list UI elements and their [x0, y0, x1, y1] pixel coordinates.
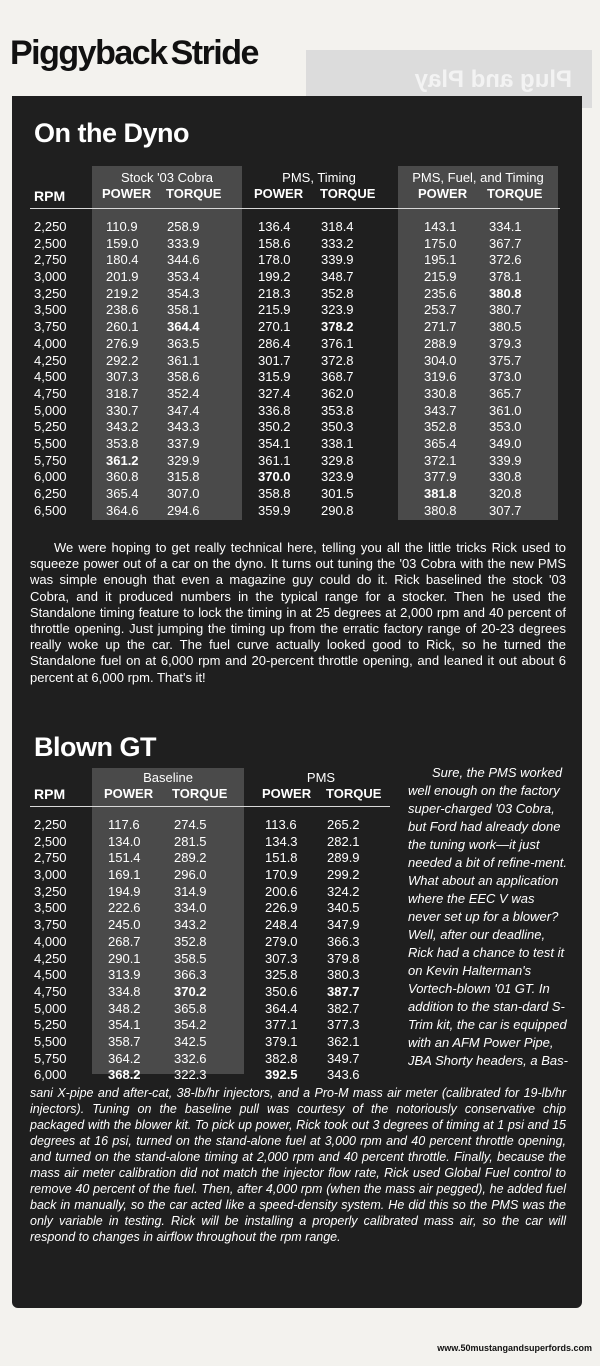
dyno-value-cell: 260.1 [106, 319, 139, 335]
blown-rpm-cell: 5,500 [34, 1033, 67, 1049]
dyno-value-cell: 349.0 [489, 435, 522, 451]
blown-rpm-cell: 4,000 [34, 933, 67, 949]
dyno-value-cell: 136.4 [258, 219, 291, 234]
dyno-value-cell: 381.8 [424, 486, 457, 501]
blown-value-cell: 279.0 [265, 933, 298, 949]
dyno-value-cell: 215.9 [258, 302, 291, 318]
blown-value-cell: 307.3 [265, 950, 298, 966]
blown-value-cell: 387.7 [327, 983, 360, 999]
blown-value-cell: 382.7 [327, 1000, 360, 1016]
blown-value-cell: 248.4 [265, 917, 298, 933]
blown-value-cell: 274.5 [174, 817, 207, 832]
blown-value-cell: 151.4 [108, 850, 141, 866]
dyno-value-cell: 110.9 [106, 219, 138, 234]
dyno-value-cell: 288.9 [424, 335, 457, 351]
dyno-rpm-column [34, 219, 67, 519]
blown-value-cell: 370.2 [174, 983, 207, 999]
dyno-value-cell: 361.2 [106, 452, 139, 468]
blown-value-cell: 365.8 [174, 1000, 207, 1016]
dyno-value-cell: 219.2 [106, 285, 139, 301]
dyno-value-cell: 364.6 [106, 502, 139, 518]
dyno-value-cell: 215.9 [424, 269, 457, 285]
dyno-value-cell: 318.4 [321, 219, 354, 234]
dyno-value-cell: 199.2 [258, 269, 291, 285]
dyno-value-cell: 307.3 [106, 369, 139, 385]
dyno-value-cell: 336.8 [258, 402, 291, 418]
dyno-value-cell: 361.1 [167, 352, 200, 368]
blown-value-cell: 364.4 [265, 1000, 298, 1016]
dyno-value-cell: 286.4 [258, 335, 291, 351]
dyno-value-column-6 [489, 219, 522, 519]
dyno-value-cell: 333.9 [167, 235, 200, 251]
dyno-value-cell: 353.8 [321, 402, 354, 418]
blown-value-cell: 377.1 [265, 1017, 298, 1033]
dyno-value-cell: 334.1 [489, 219, 522, 234]
dyno-value-cell: 315.8 [167, 469, 200, 485]
dyno-rpm-cell: 6,250 [34, 486, 67, 501]
blown-value-cell: 134.3 [265, 833, 298, 849]
blown-rpm-header: RPM [34, 786, 66, 802]
blown-value-cell: 299.2 [327, 867, 360, 883]
dyno-value-cell: 338.1 [321, 435, 354, 451]
dyno-rpm-cell: 2,750 [34, 252, 67, 268]
dyno-group3-shade [398, 166, 558, 520]
dyno-value-cell: 359.9 [258, 502, 291, 518]
dyno-value-column-5 [424, 219, 457, 519]
dyno-value-cell: 353.4 [167, 269, 200, 285]
dyno-section-title: On the Dyno [34, 118, 189, 148]
blown-section-title: Blown GT [34, 732, 156, 762]
dyno-value-cell: 323.9 [321, 469, 354, 485]
dyno-rpm-cell: 4,000 [34, 335, 67, 351]
dyno-value-cell: 330.8 [424, 385, 457, 401]
blown-rpm-cell: 3,750 [34, 917, 67, 933]
blown-rpm-cell: 2,750 [34, 850, 67, 866]
dyno-value-cell: 354.3 [167, 285, 200, 301]
blown-value-cell: 366.3 [174, 967, 207, 983]
dyno-value-cell: 361.0 [489, 402, 522, 418]
blown-rpm-cell: 5,250 [34, 1017, 67, 1033]
dyno-value-cell: 195.1 [424, 252, 457, 268]
blown-value-cell: 324.2 [327, 883, 360, 899]
blown-rpm-cell: 3,000 [34, 867, 67, 883]
dyno-value-cell: 380.5 [489, 319, 522, 335]
blown-value-cell: 222.6 [108, 900, 141, 916]
dyno-rpm-cell: 5,750 [34, 452, 67, 468]
dyno-value-cell: 368.7 [321, 369, 354, 385]
blown-value-cell: 200.6 [265, 883, 298, 899]
dyno-value-cell: 377.9 [424, 469, 457, 485]
blown-value-column-1 [108, 817, 141, 1084]
dyno-rpm-cell: 6,500 [34, 502, 67, 518]
blown-value-cell: 358.7 [108, 1033, 141, 1049]
blown-rpm-cell: 5,750 [34, 1050, 67, 1066]
dyno-value-cell: 358.1 [167, 302, 200, 318]
dyno-value-cell: 352.4 [167, 385, 200, 401]
dyno-value-cell: 201.9 [106, 269, 139, 285]
dyno-value-column-1 [106, 219, 139, 519]
dyno-value-cell: 353.0 [489, 419, 522, 435]
blown-value-cell: 364.2 [108, 1050, 141, 1066]
blown-value-cell: 350.6 [265, 983, 298, 999]
blown-value-cell: 358.5 [174, 950, 207, 966]
blown-value-cell: 377.3 [327, 1017, 360, 1033]
blown-value-cell: 296.0 [174, 867, 207, 883]
blown-value-cell: 332.6 [174, 1050, 207, 1066]
blown-side-text: Sure, the PMS worked well enough on the factory super-charged '03 Cobra, but Ford had already done the tuning work—it just needed a bit of refine-ment. What about an application where the EEC V was never set up for a blower? Well, after our deadline, Rick had a chance to test it on Kevin Halterman's Vortech-blown '01 GT. In addition to the stan-dard S-Trim kit, the car is equipped with an AFM Power Pipe, JBA Shorty headers, a Bas- [408, 765, 568, 1068]
dyno-value-cell: 343.2 [106, 419, 139, 435]
dyno-rpm-cell: 3,750 [34, 319, 67, 335]
dyno-value-cell: 238.6 [106, 302, 139, 318]
dyno-value-cell: 180.4 [106, 252, 139, 268]
dyno-value-cell: 343.7 [424, 402, 457, 418]
dyno-value-cell: 348.7 [321, 269, 354, 285]
dyno-value-cell: 378.2 [321, 319, 354, 335]
blown-value-cell: 290.1 [108, 950, 141, 966]
dyno-rpm-cell: 5,000 [34, 402, 67, 418]
dyno-group-title-pms-fuel-timing: PMS, Fuel, and Timing [412, 170, 544, 185]
blown-value-column-3 [265, 817, 298, 1084]
blown-rpm-cell: 4,500 [34, 967, 67, 983]
dyno-rpm-cell: 6,000 [34, 469, 67, 485]
dyno-rpm-cell: 5,500 [34, 435, 67, 451]
dyno-value-cell: 339.9 [321, 252, 354, 268]
blown-rpm-cell: 5,000 [34, 1000, 67, 1016]
blown-rpm-cell: 6,000 [34, 1067, 67, 1083]
dyno-value-cell: 270.1 [258, 319, 291, 335]
dyno-power-header-3: POWER [418, 186, 468, 201]
dyno-power-header-1: POWER [102, 186, 152, 201]
blown-value-column-4 [327, 817, 360, 1084]
blown-power-header-1: POWER [104, 786, 154, 801]
dyno-value-cell: 365.4 [106, 486, 139, 501]
dyno-value-cell: 370.0 [258, 469, 291, 485]
dyno-rpm-header: RPM [34, 188, 66, 204]
blown-value-column-2 [174, 817, 207, 1084]
dyno-rpm-cell: 3,250 [34, 285, 67, 301]
next-article-ghost-title: Plug and Play [306, 50, 592, 108]
dyno-value-cell: 350.3 [321, 419, 354, 435]
dyno-value-cell: 360.8 [106, 469, 139, 485]
dyno-value-cell: 158.6 [258, 235, 291, 251]
dyno-paragraph: We were hoping to get really technical here, telling you all the little tricks Rick used to squeeze power out of a car on the dyno. It turns out tuning the '03 Cobra with the new PMS was simple enough that even a magazine guy could do it. Rick baselined the stock '03 Cobra, and it produced numbers in the typical range for a stocker. Then he used the Standalone timing feature to lock the timing in at 25 degrees at 2,000 rpm and 40 percent of throttle opening. Just jumping the timing up from the erratic factory range of 20-23 degrees really woke up the car. The fuel curve actually looked good to Rick, so he turned the Standalone fuel on at 6,000 rpm and 20-percent throttle opening, and leaned it out about 6 percent at 6,000 rpm. That's it! [30, 540, 566, 685]
dyno-value-cell: 376.1 [321, 335, 354, 351]
blown-value-cell: 281.5 [174, 833, 207, 849]
dyno-value-cell: 358.6 [167, 369, 200, 385]
blown-value-cell: 289.2 [174, 850, 207, 866]
dyno-value-cell: 307.0 [167, 486, 200, 501]
dyno-value-cell: 339.9 [489, 452, 522, 468]
dyno-rpm-cell: 2,250 [34, 219, 67, 234]
blown-value-cell: 313.9 [108, 967, 141, 983]
dyno-header-rule [30, 208, 560, 209]
dyno-rpm-cell: 3,000 [34, 269, 67, 285]
dyno-value-cell: 307.7 [489, 502, 522, 518]
dyno-value-cell: 375.7 [489, 352, 522, 368]
dyno-value-column-3 [258, 219, 291, 519]
dyno-value-cell: 290.8 [321, 502, 354, 518]
dyno-value-cell: 380.8 [424, 502, 457, 518]
dyno-value-cell: 235.6 [424, 285, 457, 301]
dyno-rpm-cell: 3,500 [34, 302, 67, 318]
dyno-value-cell: 329.8 [321, 452, 354, 468]
dyno-group-title-stock: Stock '03 Cobra [120, 170, 214, 185]
dyno-value-cell: 350.2 [258, 419, 291, 435]
dyno-value-column-4 [321, 219, 354, 519]
blown-value-cell: 354.2 [174, 1017, 207, 1033]
blown-group-title-pms: PMS [306, 770, 336, 785]
dyno-value-cell: 276.9 [106, 335, 139, 351]
blown-power-header-2: POWER [262, 786, 312, 801]
dyno-value-cell: 367.7 [489, 235, 522, 251]
dyno-value-cell: 378.1 [489, 269, 522, 285]
dyno-rpm-cell: 4,500 [34, 369, 67, 385]
dyno-value-cell: 372.8 [321, 352, 354, 368]
dyno-power-header-2: POWER [254, 186, 304, 201]
dyno-value-cell: 361.1 [258, 452, 291, 468]
dyno-value-cell: 175.0 [424, 235, 457, 251]
blown-torque-header-2: TORQUE [326, 786, 382, 801]
dyno-value-cell: 365.4 [424, 435, 457, 451]
dyno-value-cell: 363.5 [167, 335, 200, 351]
blown-value-cell: 380.3 [327, 967, 360, 983]
blown-value-cell: 340.5 [327, 900, 360, 916]
article-title-word2: Stride [170, 34, 258, 72]
blown-value-cell: 334.0 [174, 900, 207, 916]
dyno-value-cell: 333.2 [321, 235, 354, 251]
blown-value-cell: 354.1 [108, 1017, 141, 1033]
dyno-value-cell: 343.3 [167, 419, 200, 435]
blown-value-cell: 134.0 [108, 833, 141, 849]
dyno-value-cell: 372.6 [489, 252, 522, 268]
blown-rpm-cell: 2,250 [34, 817, 67, 832]
dyno-value-cell: 347.4 [167, 402, 200, 418]
blown-value-cell: 343.2 [174, 917, 207, 933]
blown-value-cell: 342.5 [174, 1033, 207, 1049]
dyno-value-cell: 354.1 [258, 435, 291, 451]
blown-value-cell: 366.3 [327, 933, 360, 949]
dyno-value-cell: 315.9 [258, 369, 291, 385]
blown-value-cell: 379.1 [265, 1033, 298, 1049]
dyno-value-cell: 364.4 [167, 319, 200, 335]
blown-value-cell: 362.1 [327, 1033, 360, 1049]
blown-value-cell: 349.7 [327, 1050, 360, 1066]
dyno-value-cell: 327.4 [258, 385, 291, 401]
blown-rpm-cell: 3,500 [34, 900, 67, 916]
dyno-rpm-cell: 2,500 [34, 235, 67, 251]
blown-value-cell: 194.9 [108, 883, 141, 899]
dyno-value-cell: 353.8 [106, 435, 139, 451]
dyno-value-cell: 379.3 [489, 335, 522, 351]
blown-rpm-cell: 2,500 [34, 833, 67, 849]
blown-rpm-cell: 3,250 [34, 883, 67, 899]
dyno-value-cell: 301.5 [321, 486, 354, 501]
dyno-value-cell: 352.8 [424, 419, 457, 435]
dyno-value-cell: 373.0 [489, 369, 522, 385]
dyno-value-cell: 320.8 [489, 486, 522, 501]
blown-value-cell: 334.8 [108, 983, 141, 999]
blown-value-cell: 314.9 [174, 883, 207, 899]
dyno-torque-header-3: TORQUE [487, 186, 543, 201]
dyno-value-cell: 365.7 [489, 385, 522, 401]
blown-value-cell: 282.1 [327, 833, 360, 849]
dyno-value-cell: 362.0 [321, 385, 354, 401]
dyno-value-cell: 271.7 [424, 319, 457, 335]
dyno-value-cell: 380.7 [489, 302, 522, 318]
dyno-value-cell: 352.8 [321, 285, 354, 301]
blown-value-cell: 379.8 [327, 950, 360, 966]
dyno-value-cell: 143.1 [424, 219, 457, 234]
dyno-rpm-cell: 4,750 [34, 385, 67, 401]
blown-value-cell: 265.2 [327, 817, 360, 832]
blown-value-cell: 245.0 [108, 917, 141, 933]
dyno-value-cell: 344.6 [167, 252, 200, 268]
blown-value-cell: 352.8 [174, 933, 207, 949]
dyno-value-cell: 159.0 [106, 235, 139, 251]
dyno-value-cell: 292.2 [106, 352, 139, 368]
blown-value-cell: 382.8 [265, 1050, 298, 1066]
blown-value-cell: 322.3 [174, 1067, 207, 1083]
blown-value-cell: 113.6 [265, 817, 297, 832]
footer-url: www.50mustangandsuperfords.com [437, 1343, 592, 1353]
dyno-value-cell: 358.8 [258, 486, 291, 501]
dyno-value-cell: 304.0 [424, 352, 457, 368]
blown-value-cell: 151.8 [265, 850, 298, 866]
blown-value-cell: 169.1 [108, 867, 141, 883]
blown-value-cell: 368.2 [108, 1067, 141, 1083]
dyno-value-column-2 [167, 219, 200, 519]
dyno-value-cell: 253.7 [424, 302, 457, 318]
blown-group-title-baseline: Baseline [143, 770, 193, 785]
blown-value-cell: 268.7 [108, 933, 141, 949]
dyno-value-cell: 294.6 [167, 502, 200, 518]
dyno-value-cell: 329.9 [167, 452, 200, 468]
blown-value-cell: 392.5 [265, 1067, 298, 1083]
blown-value-cell: 325.8 [265, 967, 298, 983]
blown-bottom-text: sani X-pipe and after-cat, 38-lb/hr injectors, and a Pro-M mass air meter (calibrated for 19-lb/hr injectors). Tuning on the baseline pull was courtesy of the notoriously conservative chip packaged with the blower kit. To pick up power, Rick took out 3 degrees of timing at 1 psi and 15 degrees at 16 psi, turned on the stand-alone fuel at 3,000 rpm and 40 percent throttle opening, and turned on the stand-alone timing at 2,000 rpm and 40 percent throttle. Finally, because the mass air meter calibration did not match the injector flow rate, Rick used Global Fuel control to remove 40 percent of the fuel. Then, after 4,000 rpm (when the mass air pegged), he added fuel back in manually, so the car acted like a speed-density system. He did this so the PMS was the only variable in testing. Rick will be installing a properly calibrated mass air, so the car will respond to changes in airflow throughout the rpm range. [30, 1086, 566, 1244]
article-title-word1: Piggyback [10, 34, 167, 72]
blown-value-cell: 348.2 [108, 1000, 141, 1016]
blown-header-rule [30, 806, 390, 807]
dyno-rpm-cell: 4,250 [34, 352, 67, 368]
dyno-value-cell: 301.7 [258, 352, 291, 368]
dyno-value-cell: 178.0 [258, 252, 291, 268]
dyno-value-cell: 337.9 [167, 435, 200, 451]
dyno-torque-header-2: TORQUE [320, 186, 376, 201]
dyno-value-cell: 258.9 [167, 219, 200, 234]
blown-torque-header-1: TORQUE [172, 786, 228, 801]
dyno-value-cell: 218.3 [258, 285, 291, 301]
dyno-torque-header-1: TORQUE [166, 186, 222, 201]
article-title [10, 36, 258, 70]
blown-rpm-cell: 4,750 [34, 983, 67, 999]
blown-value-cell: 343.6 [327, 1067, 360, 1083]
blown-value-cell: 289.9 [327, 850, 360, 866]
dyno-value-cell: 372.1 [424, 452, 457, 468]
blown-value-cell: 347.9 [327, 917, 360, 933]
dyno-value-cell: 323.9 [321, 302, 354, 318]
dyno-value-cell: 330.8 [489, 469, 522, 485]
dyno-value-cell: 319.6 [424, 369, 457, 385]
blown-rpm-column [34, 817, 67, 1084]
dyno-group-title-pms-timing: PMS, Timing [282, 170, 356, 185]
dyno-value-cell: 380.8 [489, 285, 522, 301]
dyno-value-cell: 318.7 [106, 385, 139, 401]
blown-value-cell: 226.9 [265, 900, 298, 916]
blown-rpm-cell: 4,250 [34, 950, 67, 966]
blown-value-cell: 170.9 [265, 867, 298, 883]
blown-value-cell: 117.6 [108, 817, 140, 832]
dyno-value-cell: 330.7 [106, 402, 139, 418]
dyno-rpm-cell: 5,250 [34, 419, 67, 435]
